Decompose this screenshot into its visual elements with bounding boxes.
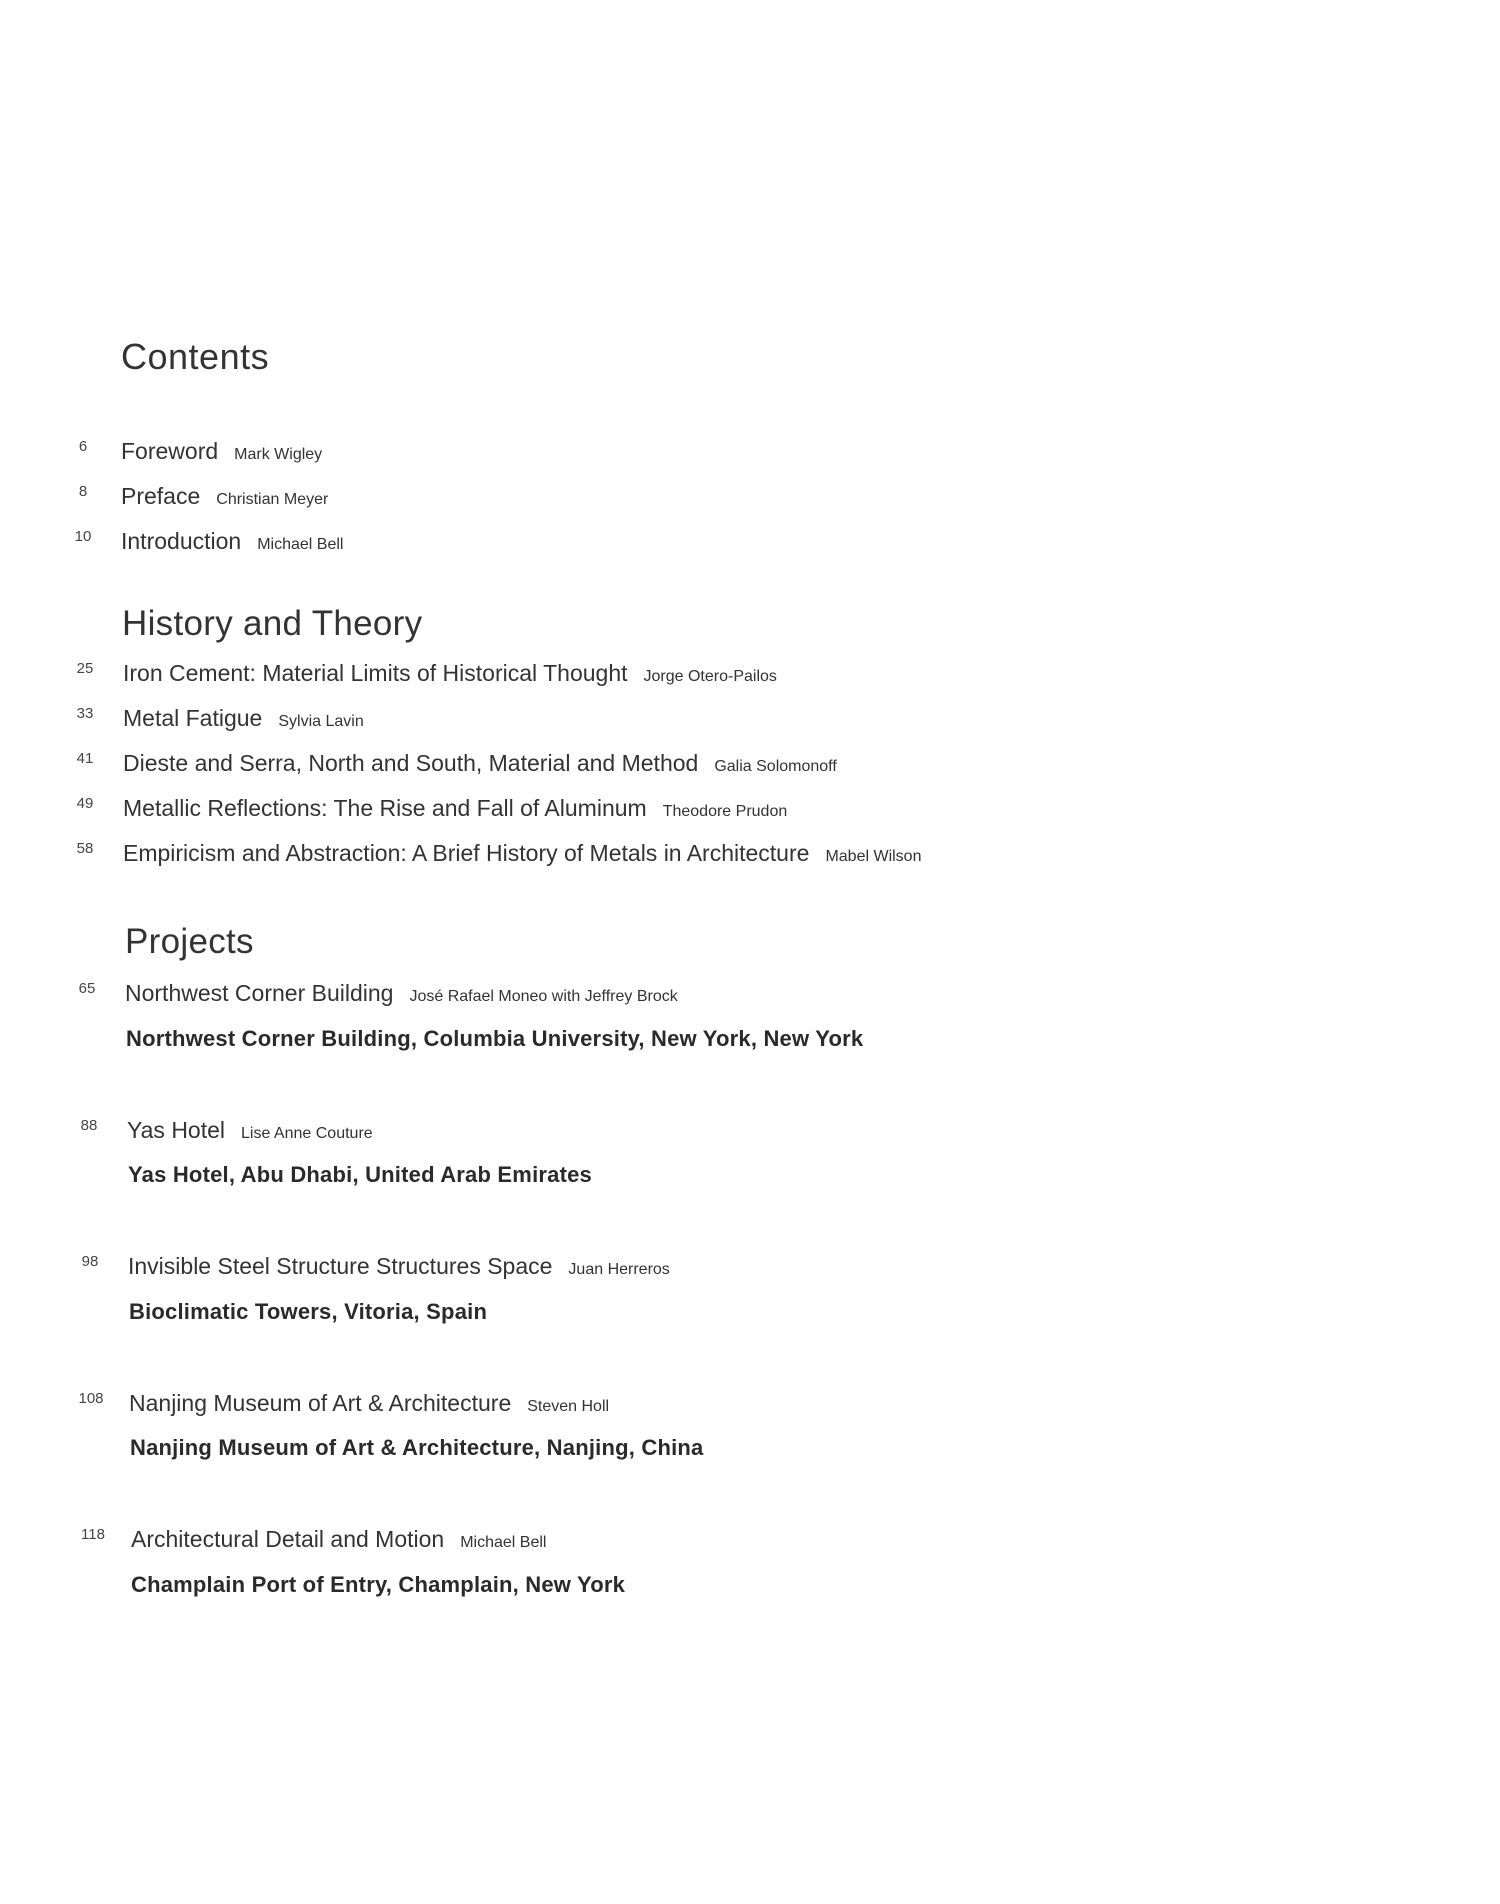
page-number: 25	[76, 660, 94, 677]
toc-entry-foreword	[78, 438, 323, 465]
toc-entry-introduction	[74, 528, 344, 555]
page-number: 33	[76, 705, 94, 722]
entry-author: Sylvia Lavin	[278, 713, 364, 730]
toc-entry	[80, 1117, 373, 1144]
toc-entry	[76, 705, 364, 732]
section-heading-history-theory: History and Theory	[122, 604, 423, 643]
entry-title: Yas Hotel	[127, 1117, 226, 1143]
entry-author: Mark Wigley	[234, 446, 323, 463]
entry-title: Metal Fatigue	[123, 705, 263, 731]
page-number: 108	[78, 1390, 104, 1407]
toc-entry	[81, 1253, 670, 1280]
toc-entry-preface	[78, 483, 329, 510]
entry-title: Foreword	[121, 438, 219, 464]
entry-author: Mabel Wilson	[825, 848, 922, 865]
entry-author: Michael Bell	[257, 536, 344, 553]
toc-entry	[81, 1526, 547, 1553]
entry-title: Introduction	[121, 528, 242, 554]
page-number: 49	[76, 795, 94, 812]
page-number: 8	[78, 483, 88, 500]
project-subtitle: Northwest Corner Building, Columbia University, New York, New York	[126, 1026, 864, 1051]
project-subtitle: Nanjing Museum of Art & Architecture, Nanjing, China	[130, 1435, 704, 1460]
page-number: 88	[80, 1117, 98, 1134]
project-subtitle: Yas Hotel, Abu Dhabi, United Arab Emirates	[128, 1162, 592, 1187]
toc-entry	[76, 750, 837, 777]
entry-author: Juan Herreros	[568, 1261, 670, 1278]
page-number: 65	[78, 980, 96, 997]
page-number: 10	[74, 528, 92, 545]
project-subtitle: Bioclimatic Towers, Vitoria, Spain	[129, 1299, 488, 1324]
entry-author: Theodore Prudon	[662, 803, 788, 820]
entry-author: José Rafael Moneo with Jeffrey Brock	[409, 988, 678, 1005]
page-number: 41	[76, 750, 94, 767]
entry-title: Iron Cement: Material Limits of Historical Thought	[123, 660, 628, 686]
entry-title: Metallic Reflections: The Rise and Fall of Aluminum	[123, 795, 647, 821]
entry-author: Jorge Otero-Pailos	[643, 668, 777, 685]
entry-title: Northwest Corner Building	[125, 980, 394, 1006]
toc-entry	[76, 840, 922, 867]
toc-entry	[78, 980, 678, 1007]
page-number: 118	[81, 1526, 105, 1543]
entry-author: Michael Bell	[460, 1534, 547, 1551]
entry-title: Invisible Steel Structure Structures Space	[128, 1253, 553, 1279]
entry-author: Lise Anne Couture	[241, 1125, 373, 1142]
contents-title: Contents	[121, 336, 270, 377]
page-number: 58	[76, 840, 94, 857]
entry-title: Empiricism and Abstraction: A Brief History of Metals in Architecture	[123, 840, 810, 866]
toc-entry	[78, 1390, 610, 1417]
entry-title: Nanjing Museum of Art & Architecture	[129, 1390, 512, 1416]
entry-title: Architectural Detail and Motion	[131, 1526, 445, 1552]
entry-title: Dieste and Serra, North and South, Material and Method	[123, 750, 699, 776]
toc-entry	[76, 795, 788, 822]
page-number: 6	[78, 438, 88, 455]
project-subtitle: Champlain Port of Entry, Champlain, New York	[131, 1572, 626, 1597]
toc-entry	[76, 660, 777, 687]
entry-title: Preface	[121, 483, 201, 509]
entry-author: Christian Meyer	[216, 491, 329, 508]
entry-author: Galia Solomonoff	[714, 758, 837, 775]
page-number: 98	[81, 1253, 99, 1270]
section-heading-projects: Projects	[125, 922, 254, 961]
entry-author: Steven Holl	[527, 1398, 610, 1415]
